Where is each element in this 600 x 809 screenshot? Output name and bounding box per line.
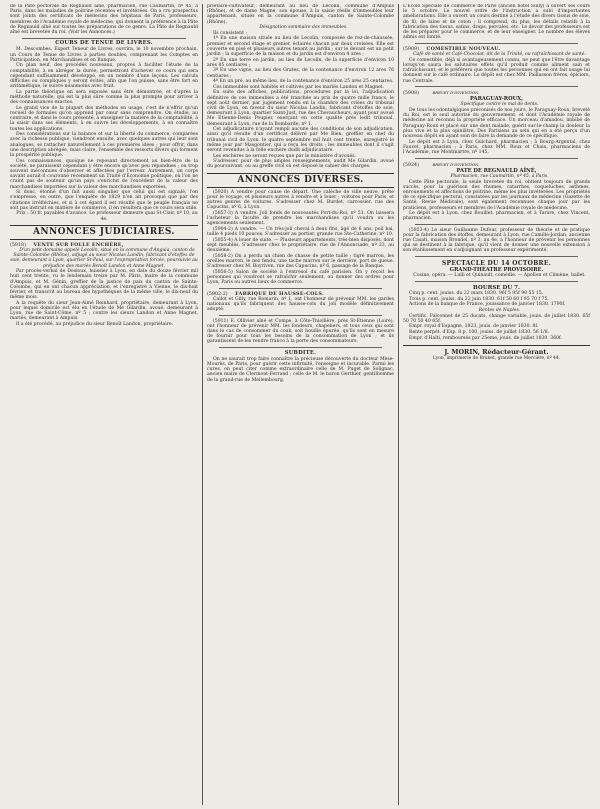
ad-entry [207,211,394,227]
course-paragraph: Le grand vice de la plupart des méthodes en usage, c'est de n'offrir qu'un recueil de formules qu'on apprend par cœur sans comprendre. On étudie, au contraire, et dans le cours présenté, à enseigner la matière de la comptabilité, à la saisir dans ses éléments, à en suivre les développements, à en connaître toutes les applications. [10,105,198,132]
spectacle-program: Cosine, opéra. — Lulli et Quinault, comédie. — Apollon et Climène, ballet. [413,273,586,279]
regnauld-title: PATE DE REGNAULD AÎNÉ, [456,167,537,174]
ad-text: A vendre. Joli fonds de nouveautés Port-du-Roi, nº 51. On laissera l'acheteur la faculté de prendre les marchandises qu'il voudra ou les agencements seulement. [207,210,394,227]
course-paragraph: Ces connaissances, quoique ne reposant directement au bien-être de la société, ne paraissent cependant y être encore qu'avec peu répandues ; ou trop souvent méconnues d'observer et affectées par l'erreur. Autrement, un corps savant aurait-il couronné récemment un Traité d'Économie politique, où l'on ne craint pas de soutenir qu'un pays s'enrichit de l'excédent de la valeur des marchandises importées sur la valeur des marchandises exportées. [10,158,198,190]
ad-entry [207,190,394,211]
course-paragraph: Des considérations sur la balance et sur la liberté du commerce, comparées avec la richesse publique, viendront ensuite, avec quelques autres qui leur sont analogues, se rattacher naturellement à ces premières idées ; pour offrir, dans une description abrégée, mais claire, l'ensemble des ressorts divers qui forment la prospérité publique. [10,132,198,159]
notice-number: (5909) [403,46,419,52]
judicial-paragraph: A la requête du sieur Jean-Aimé Reinhard, propriétaire, demeurant à Lyon, pour lequel domicile est élu en l'étude de Me Gilardin, avoué, demeurant à Lyon, rue de Saint-Côme, nº 5 ; contre les sieurs Landon et Anne Magnet, mariés, demeurant à Ampuis. [10,300,198,322]
ad-entry [207,238,394,254]
notice-number: (5924) [403,162,419,168]
notice-number: (5908) [403,91,419,97]
paraguay-depots: Le dépôt est à Lyon, chez Guichard, pharmacien ; à Bourg-Argental, chez Fauvet, pharmacien ; à Paris, chez MM. Roux et Chaix, pharmaciens de l'Académie, rue Montmartre, nº 145. [403,139,590,156]
spectacle-heading: SPECTACLE DU 14 OCTOBRE. [441,260,552,268]
fabrique-text: Callot et Gilly, rue Romarin, nº 1, ont l'honneur de prévenir MM. les gardes nationaux qu'ils fabriquent des hausse-cols du joli modèle définitivement adopté. [207,296,394,313]
judicial-continuation-paragraph: priétaire-cultivateur, demeurant au lieu de Lecolin, commune d'Ampuis (Rhône), et de dame Magne, son épouse, à la saisie réelle d'immeubles leur appartenant, situés en la commune d'Ampuis, canton de Sainte-Colombe (Rhône). [207,4,394,25]
judicial-body-paragraph: Les enchères ne seront reçues que par le ministère d'avoués. [213,153,357,159]
ad-number: (5857-3) [213,210,233,216]
notice-tag: BREVET D'INVENTION. [432,161,480,167]
rentes-line: Empr. d'Haïti, remboursés par 25eme, jouis. de juillet 1830. 360f. [409,335,563,341]
judicial-paragraph: Il a été procédé, au préjudice du sieur Benoît Landon, propriétaire. [16,322,174,328]
regnauld-depot: Le dépôt est à Lyon, chez Bouillet, pharmacien, et à Tarare, chez Vincent, pharmacien. [403,211,590,222]
separator [219,288,382,289]
coak-ad-text: (5911) E. Ollivier aîné et Compe, à Côte-Thiollière, près St-Étienne (Loire), ont l'honneur de prévenir MM. les fondeurs, chapeliers, et tous ceux qui sont dans le cas de consommer du coak, soit houille épurée, qu'ils sont en mesure de fournir pour tous les besoins de la consommation de Lyon ; et ils garantissent de les rendre franco à la porte des consommateurs. [207,318,394,345]
separator [415,224,578,225]
judicial-body-paragraph: Cet adjudicataire n'ayant rempli aucune des conditions de son adjudication, ainsi qu'il résulte d'un certificat délivré par Me Bien, greffier en chef du tribunal civil de Lyon, le quatre septembre mil huit cent trente, enregistré le même jour par Masgontier, qui a reçu les droits ; les immeubles dont il s'agit seront revendus à la folle enchère dudit adjudicataire. [207,127,394,153]
comestible-text: Ce comestible, déjà si avantageusement connu, ne peut que l'être davantage lorsqu'on saura les salutaires effets qu'il produit comme aliment sain et rafraîchissant, et le préférera que toutes les personnes qui en ont fait usage lui donnent sur le café ordinaire. Le dépôt est chez MM. Paillasson frères, épiciers, rue Centrale. [403,57,590,84]
bourse-line: Cinq p. cent. jouiss. du 22 mars 1830. 96f 5 95f 90 55 15. [409,291,544,297]
judicial-body-paragraph: S'adresser, pour de plus amples renseignements, audit Me Gilardin, avoué du poursuivant, ou au greffe civil où est déposé le cahier des charges. [207,159,394,170]
judicial-body-paragraph: En suite des affiches, publications, procédures par la loi, l'adjudication définitive de ces immeubles a été tranchée au prix de quatre mille francs, le sept août dernier, par jugement rendu en la chambre des criées du tribunal civil de Lyon, en faveur du sieur Nicolas Landin, fabricant d'étoffes de soie, demeurant à Lyon, quartier Saint-Just, rue des Chevaucheurs, ayant pour avoué Me Étienne-Denis Poupier, exerçant en cette qualité près ledit tribunal, demeurant à Lyon, rue de la Bombarde, nº 1. [207,90,394,127]
designation-item: 4º En un pré, au même lieu, de la contenance d'environ 25 ares 25 centiares. [213,79,394,85]
regnauld-subtitle: Pharmacien, rue Caumartin, nº 45, à Paris. [450,173,549,179]
course-heading: COURS DE TENUE DE LIVRES. [55,40,153,47]
notice-title: FABRIQUE DE HAUSSE-COLS. [235,290,324,297]
bourse-line: Actions de la banque de France, jouissance de janvier 1830. 1790f. [409,302,566,308]
ad-number: (5920) [213,189,229,195]
ad-text: A vendre pour cause de départ. Une calèche de ville neuve, prête pour le voyage, et plusieurs autres à vendre et à louer ; voitures pour Paris, et autres genres de voitures. S'adresser chez M. Burdet, carrossier, rue des Capucins, nº 6, à Lyon. [207,189,394,211]
comestible-subtitle: Café de santé et Café-Chocolat, dit de la Trinité, ou rafraîchissant de santé. [413,52,586,58]
paraguay-text: De tous les odontalgiques préconisés de nos jours, le Paraguay-Roux, breveté du Roi, est le seul autorisé du gouvernement, et dont l'Académie royale de médecine ait reconnu la propriété efficace. Un morceau d'amadou, imbibé de Paraguay-Roux et placé sur une dent malade, guérit sur-le-champ la douleur la plus vive et la plus opiniâtre. Des Parisiens au sein qui en a été perçu d'un nouveau dépôt en ayant soin de faire la demande de ce spécifique. [403,108,590,140]
ad-number: (5858-2) [213,253,233,259]
separator [415,43,578,44]
printer-line: Lyon, imprimerie de Brunet, grande rue Mercière, nº 44. [432,355,561,361]
designation-item: Ils consistent : [213,30,247,36]
rentes-line: Rente perpét. d'Esp. 8 p. 100, jouiss. de juillet 1830. 56 1/8. [409,330,550,336]
subdite-heading: SUBDITE. [284,349,317,356]
column-middle [202,4,398,805]
regnauld-text: Cette Pâte pectorale, la seule brevetée du roi, obtient toujours de grands succès, pour la guérison des rhumes, catarrhes, coqueluches, asthmes, enrouements et affections de poitrine, même les plus invétérées. Les propriétés de ce spécifique pectoral, constatées par les journaux de médecine (Gazette de Santé, Revue Médicale), sont également reconnues chaque jour par les praticiens, professeurs et membres de l'Académie royale de médecine. [403,179,590,211]
column-left [6,4,202,805]
separator [415,158,578,159]
rentes-heading: Rentes de Naples. [478,308,521,314]
paraguay-title: PARAGUAY-ROUX, [470,96,523,103]
separator [415,281,578,282]
notice-title: VENTE SUR FOLLE ENCHÈRE, [33,241,124,248]
editor-signature: J. MORIN, Rédacteur-Gérant. [403,345,590,356]
separator [415,256,578,257]
course-paragraph: La partie théorique en sera exposée sans être démontrée, et d'après la méthode naturelle, qui est la plus sûre comme la plus prompte pour arriver à des connaissances exactes. [10,89,198,106]
bourse-line: Trois p. cent. jouiss. du 22 juin 1830. 61f 50 60 f 95 70 f 75. [409,296,549,302]
ad-number: (5904-2) [213,226,233,232]
designation-item: Ces immeubles sont habités et cultivés par les mariés Landon et Magnet. [213,84,385,90]
rentes-line: Certific. Falconnet de 25 ducats, change variable, jouis. de juillet 1830. 65f 50 70 50 40 65f. [403,313,590,324]
spectacle-subheading: GRAND-THÉATRE PROVISOIRE. [449,267,544,274]
notice-tag: BREVET D'INVENTION. [432,90,480,96]
separator [219,315,382,316]
column-right [398,4,594,805]
notice-number: (5918) [10,242,26,248]
separator [219,347,382,348]
ad-entry [207,227,394,237]
ad-number: (5856-5) [213,269,233,275]
designation-item: 1º En une maison située au lieu de Lecolin, composée de rez-de-chaussée, premier et second étage et grenier, éclairés chacun par deux croisées. Elle est couverte en pisé et plusieurs autres tenant au jardin ; sur le devant est un petit jardin ; la superficie de la maison et du jardin est d'environ 4 ares ; [207,36,394,57]
designation-item: 2º En une terre en jardin, au lieu de Lecolin, de la superficie d'environ 10 ares 85 centiares ; [207,57,394,68]
ad-number: (5855-4) [213,237,233,243]
course-paragraph: Si donc, étonné d'un fait aussi singulier que celui qui est signalé, l'on s'empresse, en outre, que l'enquête de 1829 n'en ait provoqué que par des citations irréfléchies, et si à cet égard il est résulté que le peuple français ne soit pas instruit en matière de commerce, il en résultera que ce cours sera utile. [10,190,198,211]
school-paragraph: L'École Spéciale de commerce de Paris (ancien hôtel Sully) a ouvert ses cours le 5 octobre. Le nouvel ordre de l'instruction a subi d'importantes améliorations. Elle a ouvert un cours destiné à l'étude des divers tissus de soie, de fil, de laine et de coton ; il comprend, du plus, les détails relatifs à la fabrication des tissus, satins, draps, percales, etc. Le devoir des professeurs est de les préparer pour le commerce, et de leur enseigner. Le nombre des élèves admis est limité. [403,4,590,41]
judicial-paragraph: Par procès-verbal de Desloux, huissier à Lyon, en date du douze février mil huit cent trente, vu le lendemain treize par M. Pâris, maire de la commune d'Ampuis, et M. Génin, greffier de la justice de paix du canton de Sainte-Colombe, qui en ont chacun appréciation, et l'enregistré à Vienne, le dix-huit février, et transcrit au bureau des hypothèques de la même ville, le dix-neuf du même mois. [10,269,198,301]
ad-entry [207,270,394,286]
notice-number: (5902-2) [207,291,228,297]
designation-heading: Désignation sommaire des immeubles. [259,25,348,31]
ad-text: Salon de société à l'entresol du café parisien. On y reçoit les personnes qui voudront se rafraîchir seulement, ou donner des ordres pour Lyon, Paris ou autres lieux de commerce. [207,269,394,285]
judicial-announcements-heading: ANNONCES JUDICIAIRES. [10,225,198,240]
rentes-line: Empr. royal d'Espagne, 1823, jouis. de janvier 1830. 8f. [409,324,539,330]
regnauld-continuation-paragraph: de la Pâte pectorale de Regnauld aîné, pharmacien, rue Caumartin, nº 45, à Paris, dans les maladies de poitrine récentes et invétérées. On a cru prospectus sont joints des certificats de médecins des hôpitaux de Paris, professeurs, membres de l'Académie royale de médecine, qui donnent la préférence à la Pâte de Regnauld aîné sur toutes les préparations de ce genre. La Pâte de Regnauld aîné est brevetée du roi. (Voir les Annonces.) [10,4,198,36]
ad-text: A louer de suite. — Plusieurs appartements, très-bien disposés, dont sept meublés. S'adresser chez le propriétaire, rue de l'Annonciade, nº 23, au deuxième. [207,237,394,253]
subdite-text: On ne saurait trop faire connaître la précieuse découverte du docteur Mèse-Mourès, de Paris, pour guérir cette infirmité, l'enseigne et incurable. Parmi les cures, on peut citer comme extraordinaire celle de M. Puget de Solignac, ancien maire de Clermont-Ferrand ; celle de M. le baron Gerthier, gentilhomme de la grand-rue de Mellembourg. [207,356,394,383]
ad-text: On a perdu un chien de chasse de petite taille ; tigré marron, les oreilles marron, le nez fendu, une tache marron sur le derrière, port de queue. S'adresser chez M. Boyriven, rue des Capucins, nº 6, passage de la Banque. [207,253,394,269]
judicial-notice-subtitle: D'un petit domaine appelé Lecolin, situé en la commune d'Anguia, canton de Sainte-Colombe (Rhône), adjugé au sieur Nicolas Landin, fabricant d'étoffes de soie, demeurant à Lyon, quartier St-Paul, sur l'expropriation forcée, poursuivie au préjudice des mariés Benoît Landon et Anne Magnet. [10,248,198,269]
designation-item: 3º En une vigne, au lieu des Grates, de la contenance d'environ 12 ares 76 centiares ; [207,68,394,79]
various-announcements-heading: ANNONCES DIVERSES. [207,173,394,188]
notice-title: COMESTIBLE NOUVEAU. [426,45,501,52]
separator [22,38,186,39]
weaving-school-text: (5853-4) Le sieur Guillaume Dufour, professeur de théorie et de pratique pour la fabrication des étoffes, demeurant à Lyon, rue Camille-Jordan, ancienne rue Casati, maison Brondel, nº 3, au 4e, a l'honneur de prévenir les personnes qui se destinent à la fabrique, qu'il vient de donner une nouvelle extension à son établissement en s'adjoignant un professeur expérimenté. [403,227,590,254]
ad-text: A vendre. — Un très-joli cheval à deux fins, âgé de 6 ans, poil bai, taille 4 pieds 10 pouces. S'adresser au portier, grande rue Ste-Catherine, nº 10. [207,226,394,237]
separator [415,86,578,87]
ad-entry [207,254,394,270]
course-paragraph: Un plan neuf, des procédés nouveaux, propres à faciliter l'étude de la comptabilité, à en abréger la durée, permettront d'achever ce cours qui sera cependant suffisamment développé, en un nombre d'une leçons. Les calculs difficiles ou compliqués y seront évités, afin que l'on puisse, sans être fort en arithmétique, le suivre néanmoins avec fruit. [10,63,198,90]
course-paragraph: M. Descombes, Expert Teneur de Livres, ouvrira, le 10 novembre prochain, un Cours de Tenue de Livres à parties doubles, comprenant les Comptes en Participation, en Marchandises et en Banque. [10,47,198,63]
course-price: Prix : 50 fr. payables d'avance. Le professeur demeure quai St-Clair, nº 10, au 4e. [16,211,198,222]
paraguay-subtitle: Spécifique contre le mal de dents. [460,102,539,108]
bourse-heading: BOURSE DU 7. [473,284,520,291]
